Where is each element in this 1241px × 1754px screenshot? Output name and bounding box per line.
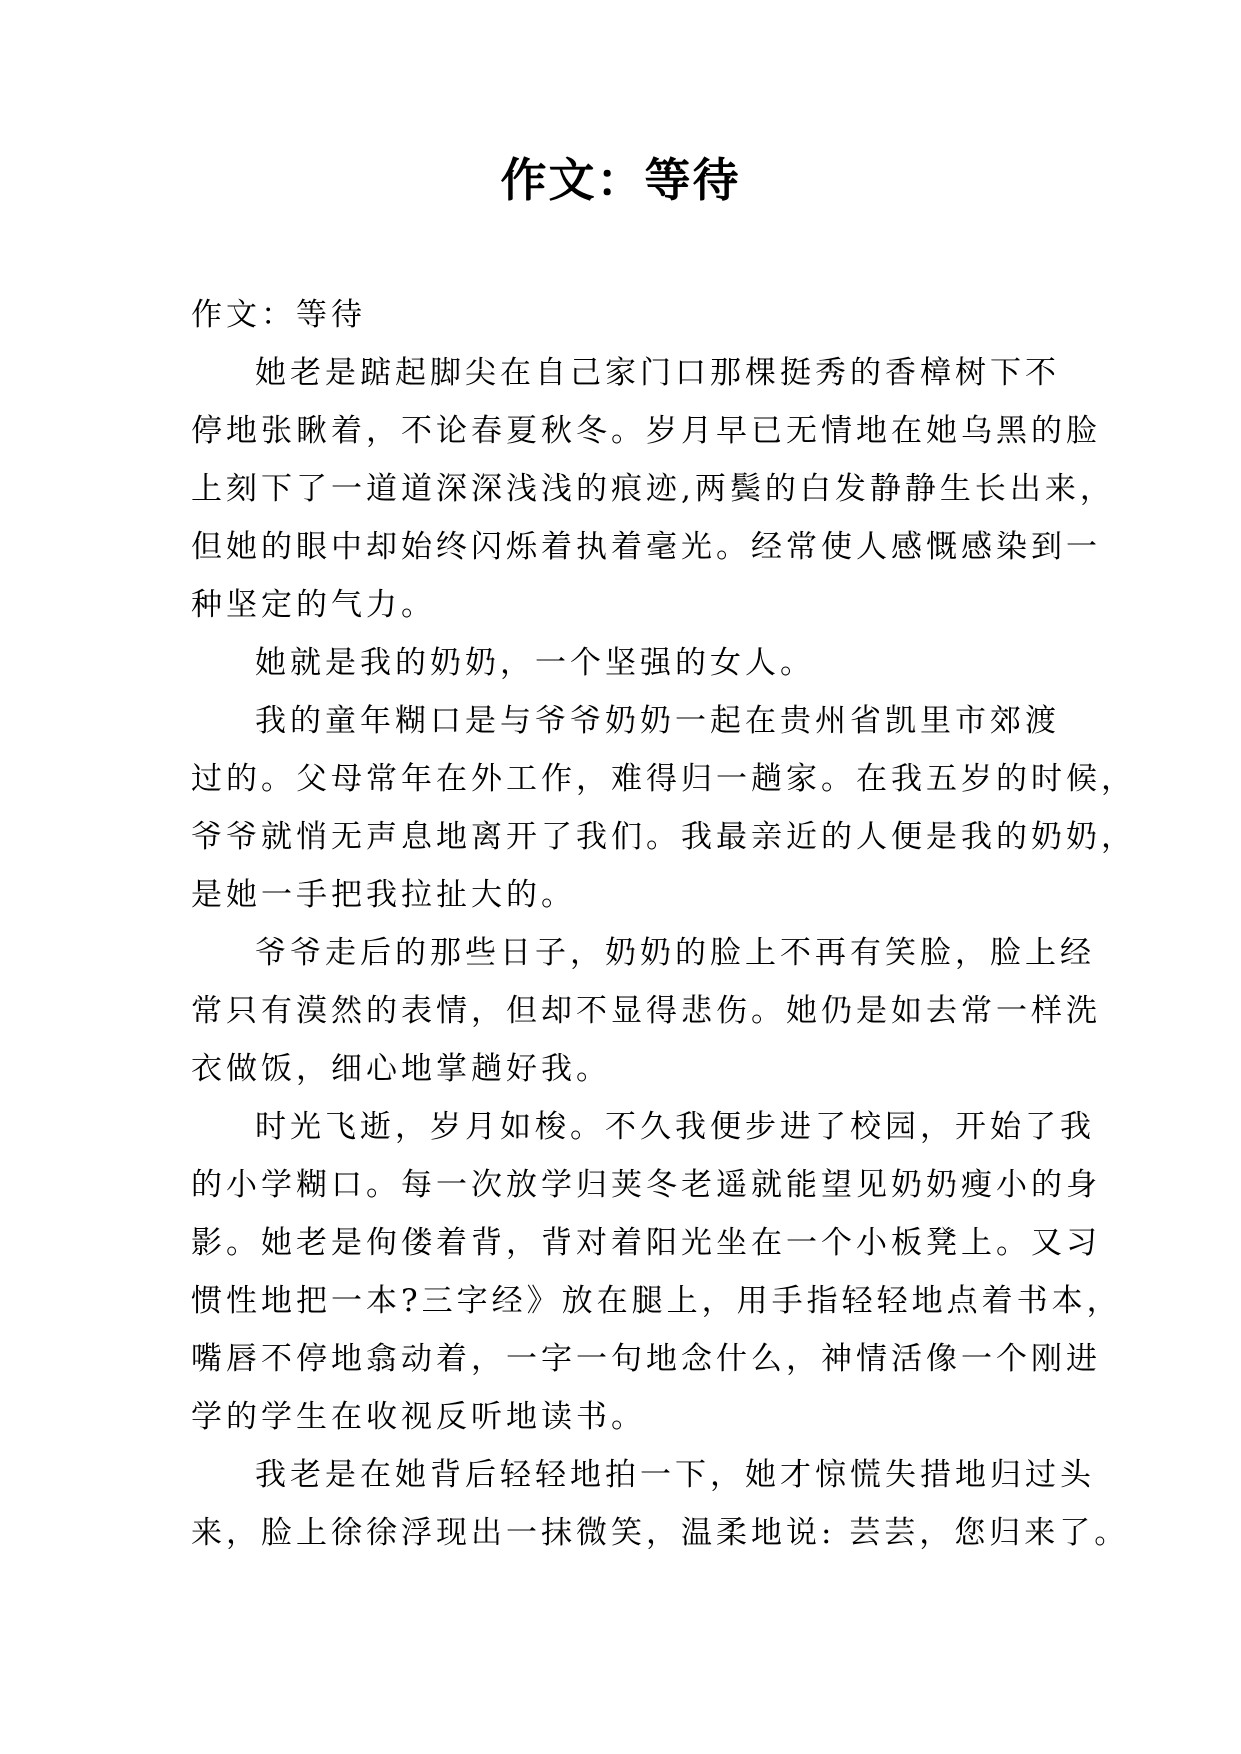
text-line: 她就是我的奶奶，一个坚强的女人。	[255, 645, 815, 681]
text-line: 爷爷走后的那些日子，奶奶的脸上不再有笑脸，脸上经	[255, 935, 1095, 971]
text-line: 我老是在她背后轻轻地拍一下，她才惊慌失措地归过头	[255, 1457, 1095, 1493]
text-line: 种坚定的气力。	[191, 587, 436, 623]
text-line: 上刻下了一道道深深浅浅的痕迹,两鬓的白发静静生长出来，	[191, 471, 1115, 507]
text-line: 学的学生在收视反听地读书。	[191, 1399, 646, 1435]
text-line: 是她一手把我拉扯大的。	[191, 877, 576, 913]
text-line: 爷爷就悄无声息地离开了我们。我最亲近的人便是我的奶奶，	[191, 819, 1136, 855]
document-title: 作文：等待	[500, 153, 741, 207]
text-line: 来，脸上徐徐浮现出一抹微笑，温柔地说: 芸芸，您归来了。	[191, 1515, 1130, 1551]
text-line: 但她的眼中却始终闪烁着执着毫光。经常使人感慨感染到一	[191, 529, 1101, 565]
text-line: 衣做饭，细心地掌趟好我。	[191, 1051, 611, 1087]
text-line: 过的。父母常年在外工作，难得归一趟家。在我五岁的时候，	[191, 761, 1136, 797]
text-line: 她老是踮起脚尖在自己家门口那棵挺秀的香樟树下不	[255, 355, 1060, 391]
text-line: 的小学糊口。每一次放学归荚冬老遥就能望见奶奶瘦小的身	[191, 1167, 1101, 1203]
text-line: 常只有漠然的表情，但却不显得悲伤。她仍是如去常一样洗	[191, 993, 1101, 1029]
text-line: 影。她老是佝偻着背，背对着阳光坐在一个小板凳上。又习	[191, 1225, 1101, 1261]
text-line: 时光飞逝，岁月如梭。不久我便步进了校园，开始了我	[255, 1109, 1095, 1145]
document-body	[191, 286, 1136, 1562]
text-line: 停地张瞅着，不论春夏秋冬。岁月早已无情地在她乌黑的脸	[191, 413, 1101, 449]
text-line: 我的童年糊口是与爷爷奶奶一起在贵州省凯里市郊渡	[255, 703, 1060, 739]
text-line: 惯性地把一本?三字经》放在腿上，用手指轻轻地点着书本，	[191, 1283, 1122, 1319]
text-line: 嘴唇不停地翕动着，一字一句地念什么，神情活像一个刚进	[191, 1341, 1101, 1377]
text-line: 作文：等待	[191, 297, 366, 333]
